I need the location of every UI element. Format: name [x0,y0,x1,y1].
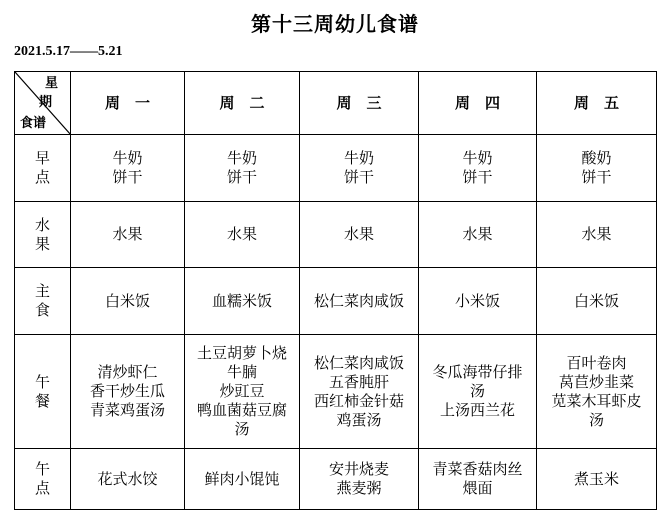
menu-item-line: 松仁菜肉咸饭 [313,353,404,372]
row-label-char: 水 [34,215,50,234]
row-label [15,135,71,202]
menu-item-line: 上汤西兰花 [439,401,515,419]
row-label-char: 午 [34,372,50,391]
day-header-thu: 周 四 [419,72,537,135]
menu-item-line: 牛奶 [226,149,257,167]
menu-cell [300,135,419,202]
meal-row-staple [15,268,657,335]
menu-cell [71,335,185,449]
menu-cell [71,268,185,335]
menu-cell [300,268,419,335]
menu-item-line: 水果 [226,225,257,243]
menu-cell [537,449,657,510]
menu-cell [71,449,185,510]
menu-item-line: 莴苣炒韭菜 [558,372,634,391]
menu-item-line: 鲜肉小馄饨 [204,469,280,488]
menu-item-line: 百叶卷肉 [566,353,627,372]
menu-item-line: 花式水饺 [97,469,158,488]
menu-item-line: 煨面 [462,479,493,497]
meal-row-fruit [15,202,657,268]
menu-item-line: 汤 [588,410,604,429]
menu-item-line: 鸡蛋汤 [336,410,382,429]
header-row [15,72,657,135]
corner-label-bottom: 食谱 [20,116,47,131]
menu-item-line: 青菜鸡蛋汤 [89,401,165,419]
menu-table [14,71,657,510]
menu-item-line: 五香肫肝 [328,372,389,391]
menu-item-line: 西红柿金针菇 [313,391,404,410]
date-range: 2021.5.17——5.21 [14,44,123,59]
row-label-char: 早 [34,149,50,167]
menu-item-line: 清炒虾仁 [97,363,158,381]
row-label-char: 食 [34,301,50,319]
menu-item-line: 饼干 [343,168,374,186]
menu-cell [300,335,419,449]
menu-cell [71,135,185,202]
row-label-char: 点 [34,479,50,497]
menu-item-line: 鸭血菌菇豆腐 [196,401,287,419]
meal-row-lunch [15,335,657,449]
page-title: 第十三周幼儿食谱 [251,12,419,36]
menu-item-line: 松仁菜肉咸饭 [313,291,404,310]
row-label [15,335,71,449]
menu-item-line: 血糯米饭 [211,291,272,310]
menu-item-line: 水果 [581,225,612,243]
corner-label-middle: 期 [39,95,53,110]
corner-header [15,72,71,135]
menu-item-line: 饼干 [462,168,493,186]
menu-item-line: 安井烧麦 [328,460,389,478]
row-label [15,268,71,335]
menu-cell [71,202,185,268]
menu-cell [419,135,537,202]
day-header-wed: 周 三 [300,72,419,135]
menu-item-line: 水果 [462,225,493,243]
row-label-char: 果 [34,234,50,253]
menu-cell [300,202,419,268]
menu-item-line: 水果 [112,225,143,243]
menu-item-line: 青菜香菇肉丝 [432,460,523,478]
menu-cell [185,449,300,510]
menu-item-line: 煮玉米 [573,469,619,488]
day-header-tue: 周 二 [185,72,300,135]
menu-item-line: 牛奶 [462,149,493,167]
menu-cell [185,202,300,268]
menu-item-line: 酸奶 [581,149,612,167]
menu-item-line: 饼干 [112,168,143,186]
menu-item-line: 小米饭 [454,291,500,310]
menu-cell [537,202,657,268]
menu-cell [185,335,300,449]
menu-cell [300,449,419,510]
corner-label-top: 星 [45,76,59,91]
row-label [15,449,71,510]
menu-item-line: 水果 [343,225,374,243]
menu-cell [537,268,657,335]
menu-item-line: 牛奶 [112,149,143,167]
menu-cell [419,268,537,335]
menu-item-line: 汤 [469,382,485,400]
menu-cell [185,268,300,335]
menu-item-line: 饼干 [581,168,612,186]
menu-item-line: 牛腩 [226,363,257,381]
menu-item-line: 土豆胡萝卜烧 [196,344,287,362]
day-header-fri: 周 五 [537,72,657,135]
menu-item-line: 白米饭 [573,291,619,310]
menu-cell [185,135,300,202]
day-header-mon: 周 一 [71,72,185,135]
menu-cell [537,335,657,449]
menu-item-line: 苋菜木耳虾皮 [551,391,642,410]
menu-item-line: 香干炒生瓜 [89,382,165,400]
menu-cell [419,335,537,449]
menu-cell [537,135,657,202]
menu-item-line: 汤 [234,420,250,438]
row-label [15,202,71,268]
menu-item-line: 炒豇豆 [219,382,265,400]
meal-row-breakfast-snack [15,135,657,202]
menu-item-line: 冬瓜海带仔排 [432,363,523,381]
row-label-char: 午 [34,460,50,478]
row-label-char: 主 [34,282,50,300]
menu-cell [419,202,537,268]
menu-item-line: 燕麦粥 [336,479,382,497]
menu-item-line: 牛奶 [343,149,374,167]
menu-item-line: 白米饭 [104,291,150,310]
meal-row-afternoon-snack [15,449,657,510]
row-label-char: 餐 [34,391,50,410]
menu-item-line: 饼干 [226,168,257,186]
menu-cell [419,449,537,510]
row-label-char: 点 [34,168,50,186]
